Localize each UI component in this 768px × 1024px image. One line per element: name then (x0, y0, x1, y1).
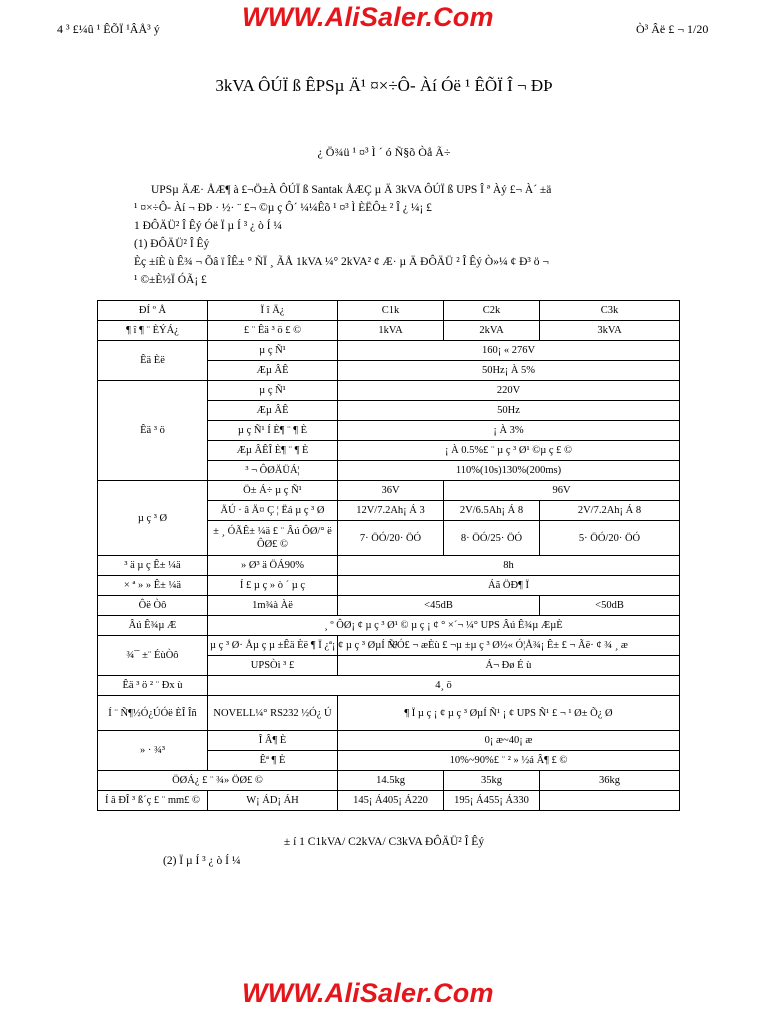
table-cell: 1m¾à Àë (208, 596, 338, 616)
brand-watermark-bottom[interactable]: WWW.AliSaler.Com (242, 978, 494, 1008)
table-cell: Æµ ÂÊÎ È¶ ¨ ¶ È (208, 441, 338, 461)
table-cell: Í ¨ Ñ¶½Ó¿ÚÓë ÈÎ Îñ (98, 696, 208, 731)
table-row (98, 556, 680, 576)
table-group-cell: µ ç ³ Ø (98, 481, 208, 556)
table-cell: 2V/7.2Ah¡ Á 8 (540, 501, 680, 521)
table-cell: ³ ¬ ÔØÄÜÁ¦ (208, 461, 338, 481)
subsection-heading: (1) ÐÔÄÜ² Î Êý (134, 238, 210, 250)
table-cell (540, 791, 680, 811)
table-cell: ¶ î ¶ ¨ ÈÝÁ¿ (98, 321, 208, 341)
table-group-cell: » · ¾³ (98, 731, 208, 771)
table-row (98, 696, 680, 731)
table-cell: ¡ À 3% (338, 421, 680, 441)
table-cell: 12V/7.2Ah¡ Á 3 (338, 501, 444, 521)
table-cell: ¶ Ï µ ç ¡ ¢ µ ç ³ ØµÍ Ñ¹ ¡ ¢ UPS Ñ¹ £ ¬ ¹ Ø± Õ¿ Ø (338, 696, 680, 731)
table-cell: 0¡ æ~40¡ æ (338, 731, 680, 751)
table-cell: £ ¨ Êä ³ ö £ © (208, 321, 338, 341)
table-cell: Í â ÐÎ ³ ß´ç £ ¨ mm£ © (98, 791, 208, 811)
table-cell: 2kVA (444, 321, 540, 341)
table-cell: Æµ ÂÊ (208, 401, 338, 421)
table-row (98, 791, 680, 811)
intro-line: Èç ±íÈ ù Ê¾ ¬ Õâ ï ÎÊ± ° ÑÏ ¸ ÃÅ 1kVA ¼° 2kVA² ¢ Æ· µ Ä ÐÔÄÜ ² Î Êý Ò»¼ ¢ Ð³ ö ¬ (134, 256, 549, 268)
table-row (98, 321, 680, 341)
table-row (98, 636, 680, 656)
table-cell: 3kVA (540, 321, 680, 341)
table-row (98, 676, 680, 696)
table-cell: 50Hz¡ À 5% (338, 361, 680, 381)
table-cell: Î Â¶ È (208, 731, 338, 751)
table-cell: Ôë Òô (98, 596, 208, 616)
table-header-cell: ÐÍ º Å (98, 301, 208, 321)
table-cell: Áã ÖÐ¶ Ï (338, 576, 680, 596)
table-cell: ¡ À 0.5%£ ¨ µ ç ³ Ø¹ ©µ ç £ © (338, 441, 680, 461)
table-cell: ÄÚ · â Ä¤ Ç ¦ Ëá µ ç ³ Ø (208, 501, 338, 521)
brand-watermark-top[interactable]: WWW.AliSaler.Com (242, 2, 494, 32)
intro-line: ¹ ¤×÷Ô- Àí ¬ ÐÞ · ½· ¨ £¬ ©µ ç Ô´ ¼¼Êõ ¹ ¤³ Ì ÈËÔ± ² Î ¿ ¼¡ £ (134, 202, 432, 214)
table-cell: µ ç ³ Ø· Åµ ç µ ±Êä Èë ¶ Ï ¿ª¡ ¢ µ ç ³ ØµÍ Ñ¹ (208, 636, 338, 656)
table-row (98, 481, 680, 501)
table-cell: 36V (338, 481, 444, 501)
table-cell: ¸ º ÔØ¡ ¢ µ ç ³ Ø¹ © µ ç ¡ ¢ ° ×´¬ ¼° UPS Âú Ê¾µ ÆµÈ (208, 616, 680, 636)
table-cell: 8· ÖÓ/25· ÖÓ (444, 521, 540, 556)
table-cell: 35kg (444, 771, 540, 791)
section-heading: 1 ÐÔÄÜ² Î Êý Óë Ï µ Í ³ ¿ ò Í ¼ (134, 220, 282, 232)
table-cell: 10%~90%£ ¨ ² » ½á Â¶ £ © (338, 751, 680, 771)
table-cell: µ ç Ñ¹ (208, 341, 338, 361)
table-cell: 1kVA (338, 321, 444, 341)
intro-line: UPSµ ÄÆ· ÅÆ¶ à £¬Ö±À ÔÚÏ ß Santak ÅÆÇ µ Ä 3kVA ÔÚÏ ß UPS Î ª Àý £¬ À´ ±ä (151, 184, 552, 196)
table-cell: 2V/6.5Ah¡ Á 8 (444, 501, 540, 521)
table-row (98, 771, 680, 791)
table-header-cell: Ï î Ä¿ (208, 301, 338, 321)
table-cell: µ ç Ñ¹ Í È¶ ¨ ¶ È (208, 421, 338, 441)
table-header-cell: C1k (338, 301, 444, 321)
header-left-text: 4 ³ £¼û ¹ ÊÕÏ ¹ÂÅ³ ý (57, 22, 160, 36)
table-group-cell: Êä ³ ö (98, 381, 208, 481)
table-group-cell: ¾¯ ±¨ ÉùÒô (98, 636, 208, 676)
table-cell: Í £ µ ç » ò ´ µ ç (208, 576, 338, 596)
intro-line: ¹ ©±È½Ï ÓÃ¡ £ (134, 274, 207, 286)
table-cell: µ ç Ñ¹ (208, 381, 338, 401)
table-row (98, 576, 680, 596)
table-cell: W¡ ÁD¡ ÁH (208, 791, 338, 811)
table-cell: × ª » » Ê± ¼ä (98, 576, 208, 596)
table-cell: 7· ÖÓ/20· ÖÓ (338, 521, 444, 556)
table-row (98, 301, 680, 321)
table-header-cell: C3k (540, 301, 680, 321)
table-cell: 36kg (540, 771, 680, 791)
table-cell: 50Hz (338, 401, 680, 421)
table-header-cell: C2k (444, 301, 540, 321)
subsection-heading: (2) Ï µ Í ³ ¿ ò Í ¼ (163, 855, 241, 867)
table-cell: 8h (338, 556, 680, 576)
table-cell: 160¡ « 276V (338, 341, 680, 361)
table-row (98, 596, 680, 616)
page-number: Ò³ Âë £ ¬ 1/20 (636, 22, 709, 36)
table-cell: ÖØÁ¿ £ ¨ ¾» ÖØ£ © (98, 771, 338, 791)
table-cell: Âú Ê¾µ Æ (98, 616, 208, 636)
table-cell: <45dB (338, 596, 540, 616)
author-line: ¿ Ö¾ü ¹ ¤³ Ì ´ ó Ñ§õ Òå Ã÷ (317, 145, 451, 159)
spec-table (97, 300, 680, 811)
table-cell: 96V (444, 481, 680, 501)
table-cell: 145¡ Á405¡ Á220 (338, 791, 444, 811)
table-cell: ³ ä µ ç Ê± ¼ä (98, 556, 208, 576)
table-row (98, 731, 680, 751)
table-cell: 14.5kg (338, 771, 444, 791)
table-cell: Êä ³ ö ² ¨ Ðx ù (98, 676, 208, 696)
table-cell: NOVELL¼° RS232 ½Ó¿ Ú (208, 696, 338, 731)
table-row (98, 341, 680, 361)
table-row (98, 616, 680, 636)
document-title: 3kVA ÔÚÏ ß ÊPSµ Ä¹ ¤×÷Ô- Àí Óë ¹ ÊÕÏ Î ¬ ÐÞ (215, 76, 553, 95)
table-group-cell: Êä Èë (98, 341, 208, 381)
table-cell: » Ø³ ä ÖÁ90% (208, 556, 338, 576)
table-caption: ± í 1 C1kVA/ C2kVA/ C3kVA ÐÔÄÜ² Î Êý (283, 836, 485, 848)
table-cell: <50dB (540, 596, 680, 616)
table-cell: 5· ÖÓ/20· ÖÓ (540, 521, 680, 556)
table-cell: Á¬ Ðø É ù (338, 656, 680, 676)
table-cell: 4¸ ö (208, 676, 680, 696)
table-cell: Ö± Á÷ µ ç Ñ¹ (208, 481, 338, 501)
table-cell: Æµ ÂÊ (208, 361, 338, 381)
table-row (98, 381, 680, 401)
table-cell: UPSÒì ³ £ (208, 656, 338, 676)
table-cell: Êª ¶ È (208, 751, 338, 771)
table-cell: 220V (338, 381, 680, 401)
table-cell: ± ¸ ÓÃÊ± ¼ä £ ¨ Âú ÔØ/° ë ÔØ£ © (208, 521, 338, 556)
table-cell: ½Ó£ ¬ æÈù £ ¬µ ±µ ç ³ Ø½« Ó¦Å¾¡ Ê± £ ¬ Ãë· ¢ ¾ ¸ æ (338, 636, 680, 656)
table-cell: 195¡ Á455¡ Á330 (444, 791, 540, 811)
table-cell: 110%(10s)130%(200ms) (338, 461, 680, 481)
